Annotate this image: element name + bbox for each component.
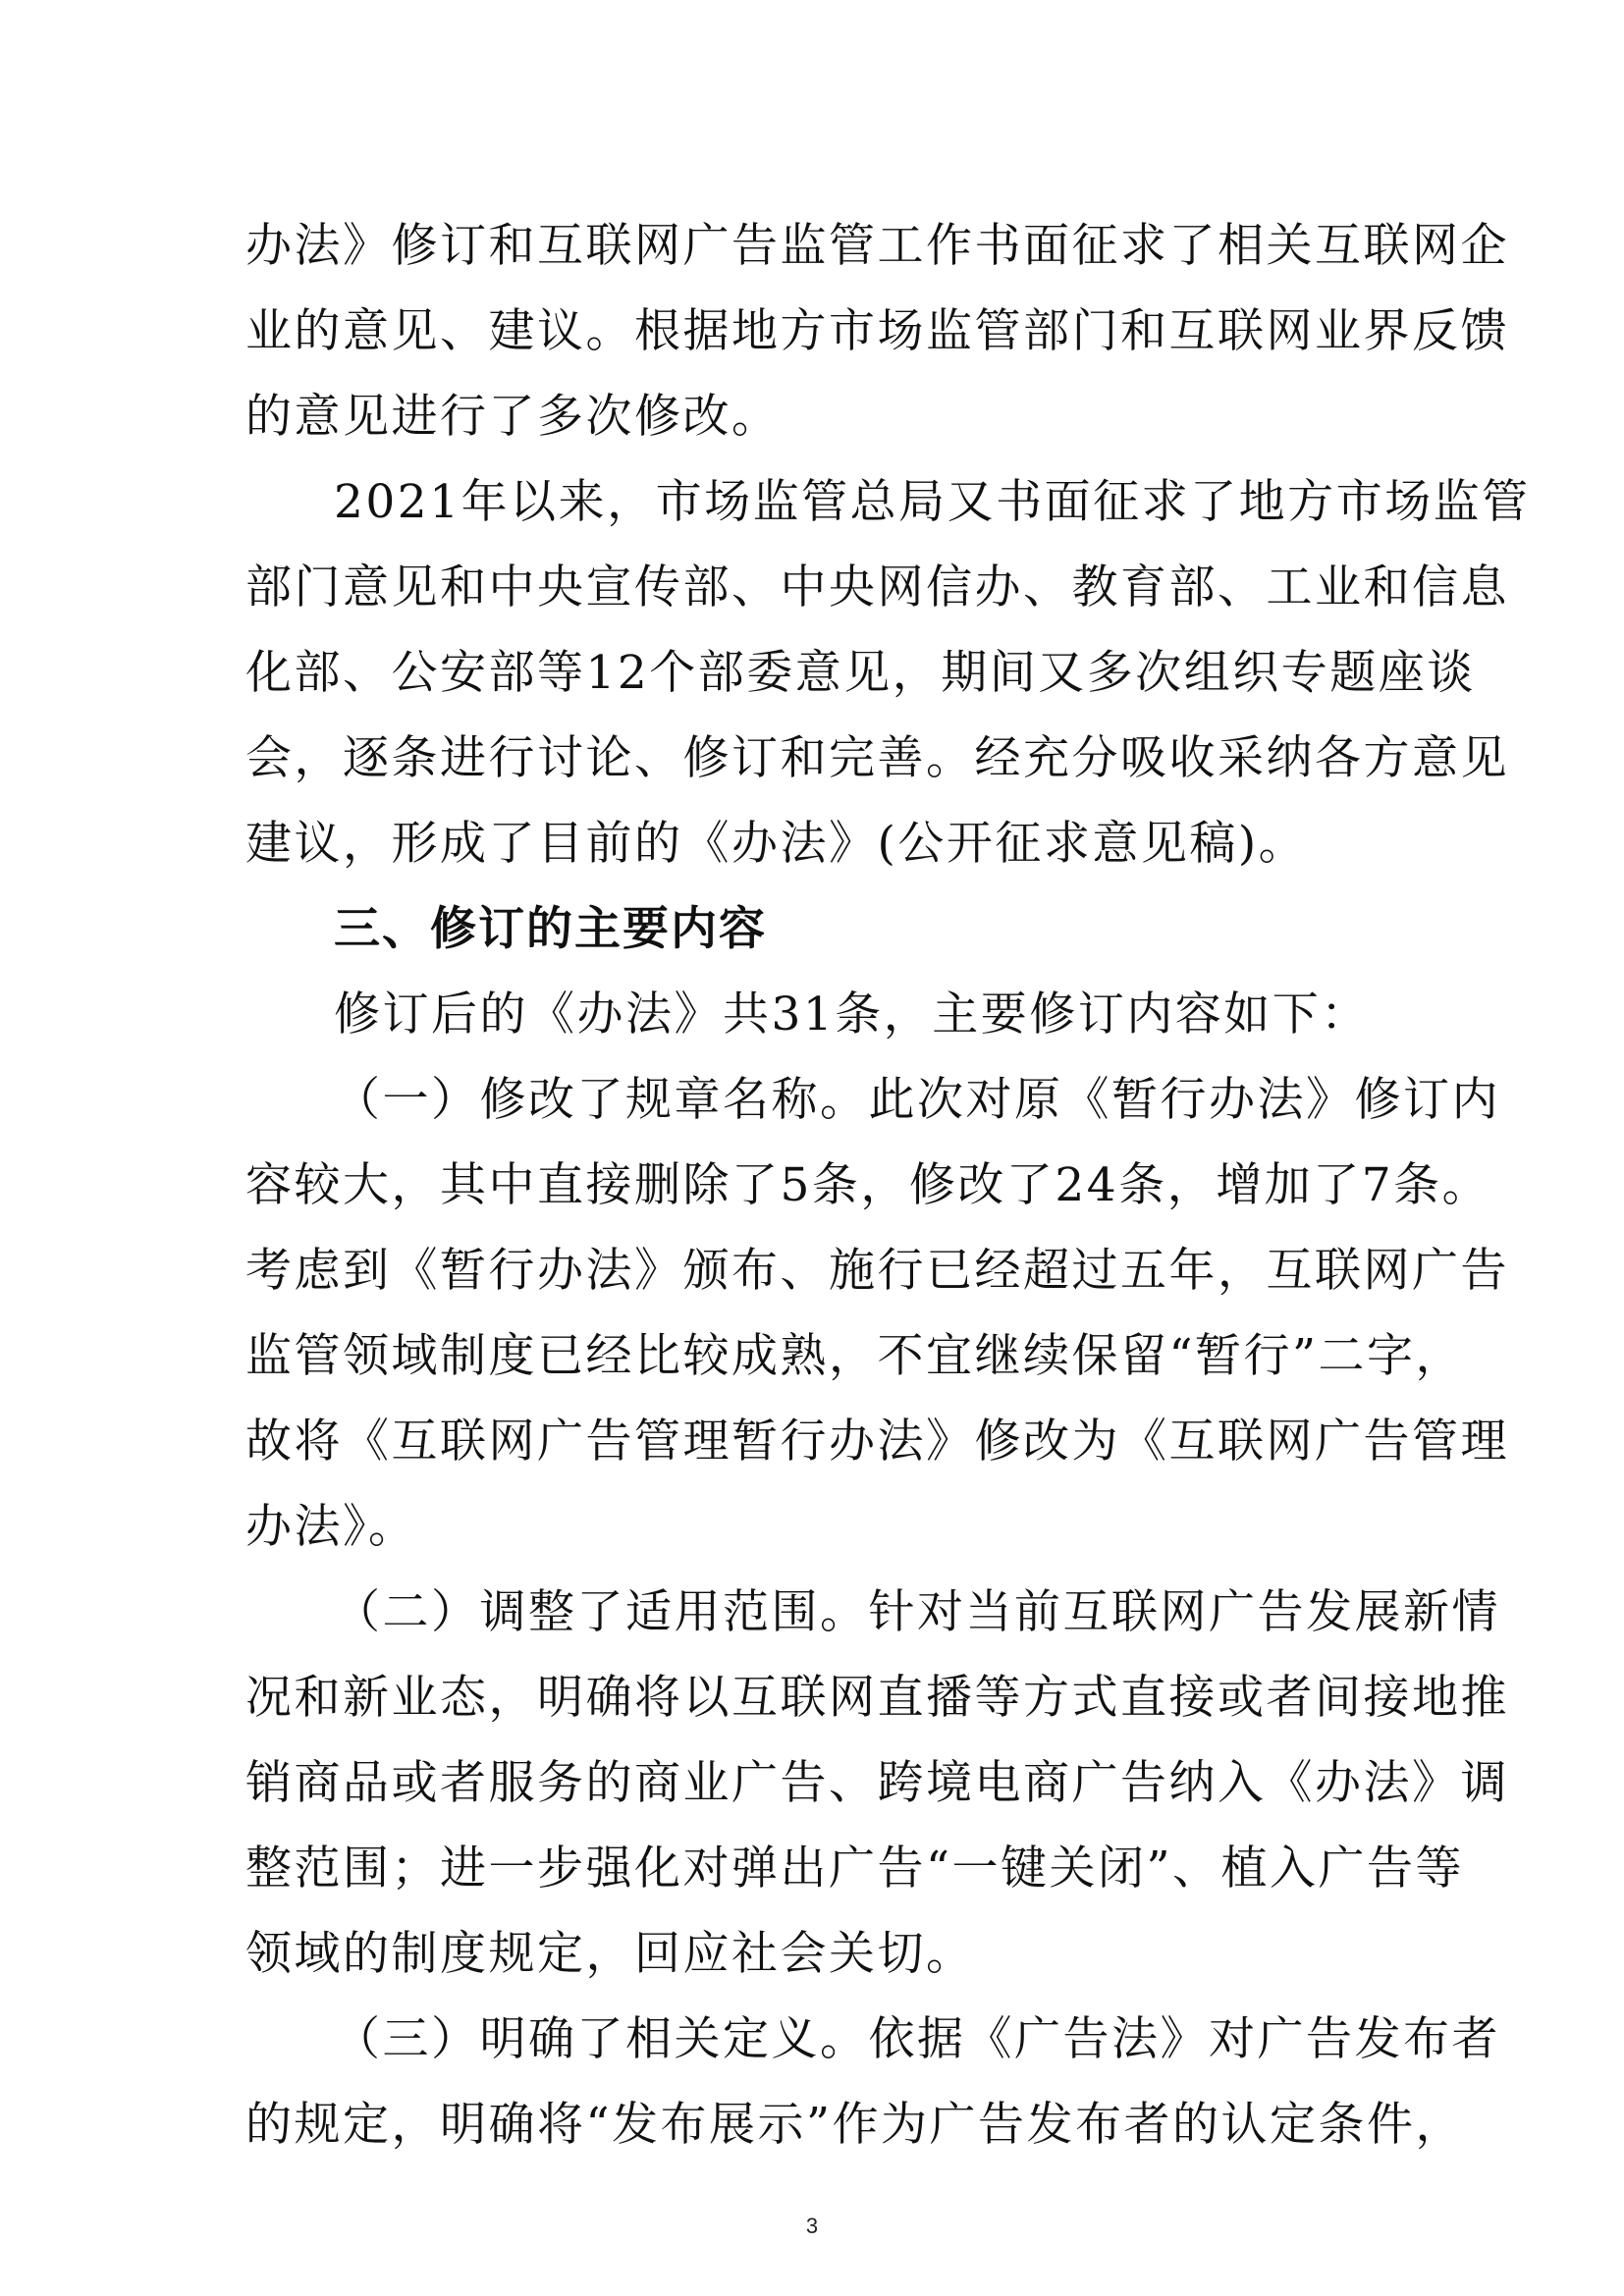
paragraph-line: 故将《互联网广告管理暂行办法》修改为《互联网广告管理: [245, 1415, 1509, 1468]
paragraph-line: 建议，形成了目前的《办法》(公开征求意见稿)。: [245, 817, 1308, 871]
paragraph-line: （三）明确了相关定义。依据《广告法》对广告发布者: [334, 2012, 1500, 2066]
paragraph-line: 容较大，其中直接删除了5条，修改了24条，增加了7条。: [245, 1158, 1491, 1212]
paragraph-line: 会，逐条进行讨论、修订和完善。经充分吸收采纳各方意见: [245, 731, 1509, 785]
paragraph-line: （一）修改了规章名称。此次对原《暂行办法》修订内: [334, 1073, 1500, 1127]
paragraph-line: 的规定，明确将“发布展示”作为广告发布者的认定条件，: [245, 2098, 1465, 2152]
page-number: 3: [805, 2214, 819, 2238]
paragraph-line: 监管领域制度已经比较成熟，不宜继续保留“暂行”二字，: [245, 1329, 1465, 1383]
paragraph-line: 整范围；进一步强化对弹出广告“一键关闭”、植入广告等: [245, 1842, 1465, 1896]
paragraph-line: 的意见进行了多次修改。: [245, 390, 781, 444]
paragraph-line: 业的意见、建议。根据地方市场监管部门和互联网业界反馈: [245, 304, 1509, 358]
paragraph-line: 况和新业态，明确将以互联网直播等方式直接或者间接地推: [245, 1671, 1509, 1725]
paragraph-line: 办法》。: [245, 1500, 417, 1554]
paragraph-line: 化部、公安部等12个部委意见，期间又多次组织专题座谈: [245, 646, 1476, 700]
paragraph-line: 2021年以来，市场监管总局又书面征求了地方市场监管: [334, 475, 1531, 529]
paragraph-line: （二）调整了适用范围。针对当前互联网广告发展新情: [334, 1585, 1500, 1639]
paragraph-line: 部门意见和中央宣传部、中央网信办、教育部、工业和信息: [245, 561, 1509, 614]
paragraph-line: 办法》修订和互联网广告监管工作书面征求了相关互联网企: [245, 219, 1509, 273]
paragraph-line: 修订后的《办法》共31条，主要修订内容如下：: [334, 988, 1370, 1041]
paragraph-line: 考虑到《暂行办法》颁布、施行已经超过五年，互联网广告: [245, 1244, 1509, 1298]
paragraph-line: 销商品或者服务的商业广告、跨境电商广告纳入《办法》调: [245, 1756, 1509, 1810]
section-heading: 三、修订的主要内容: [334, 902, 767, 956]
paragraph-line: 领域的制度规定，回应社会关切。: [245, 1927, 975, 1981]
